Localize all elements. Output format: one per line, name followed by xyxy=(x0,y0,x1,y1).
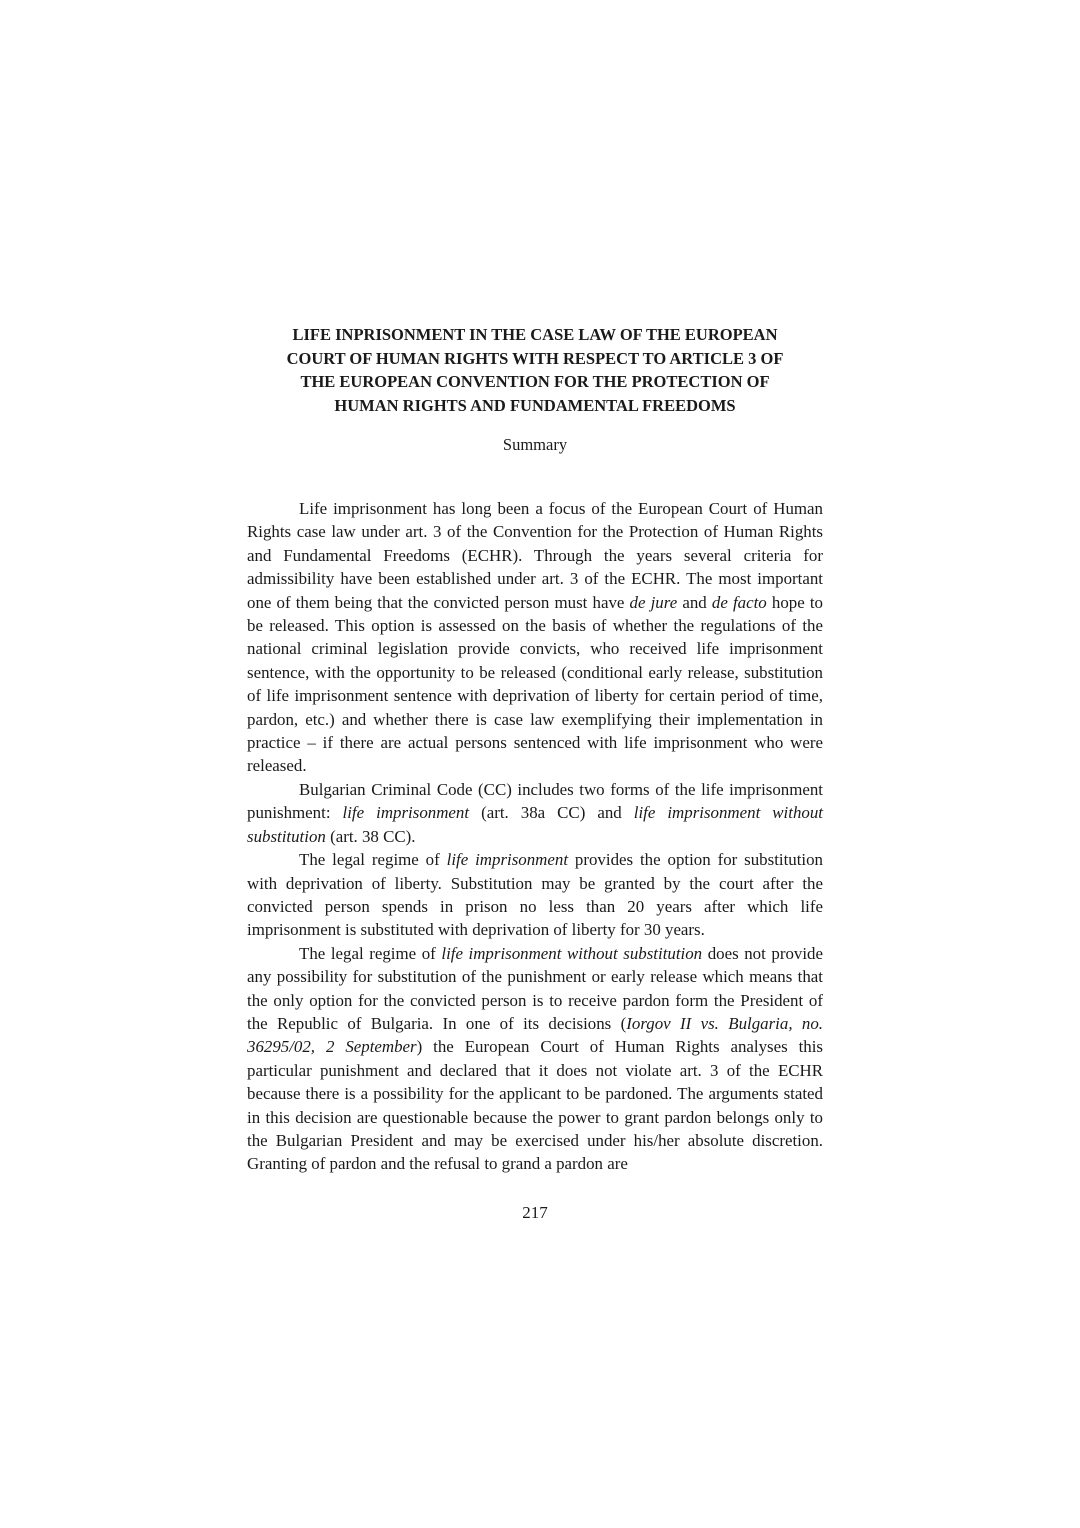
paragraph xyxy=(247,942,823,1176)
title-line: THE EUROPEAN CONVENTION FOR THE PROTECTION OF xyxy=(300,372,770,391)
text-run-italic: de jure xyxy=(629,592,678,612)
text-run: (art. 38a CC) and xyxy=(469,803,634,823)
text-run: The legal regime of xyxy=(299,943,442,963)
text-run: and xyxy=(677,592,712,612)
paragraph xyxy=(247,778,823,848)
text-run-italic: life imprisonment xyxy=(446,850,569,870)
page-number: 217 xyxy=(522,1203,548,1222)
text-run: hope to be released. This option is assessed on the basis of whether the regulations of the national criminal legislation provide convicts, who received life imprisonment sentence, with the opportunity to be released (conditional early release, substitution of life imprisonment sentence with deprivation of liberty for certain period of time, pardon, etc.) and whether there is case law exemplifying their implementation in practice – if there are actual persons sentenced with life imprisonment who were released. xyxy=(247,592,823,776)
title-line: HUMAN RIGHTS AND FUNDAMENTAL FREEDOMS xyxy=(334,395,736,415)
title-line: COURT OF HUMAN RIGHTS WITH RESPECT TO ARTICLE 3 OF xyxy=(286,348,784,368)
text-run: (art. 38 CC). xyxy=(325,826,416,846)
text-run-italic: life imprisonment without substitution xyxy=(441,943,703,963)
text-run: does not provide any possibility for substitution of the punishment or early release which means that the only option for the convicted person is to receive pardon form the President of the Republic of Bulgaria. In one of its decisions ( xyxy=(247,943,823,1033)
text-run: The legal regime of xyxy=(299,850,447,870)
text-run: Bulgarian Criminal Code (CC) includes two forms of the life imprisonment punishment: xyxy=(247,779,823,823)
document-title xyxy=(247,323,823,417)
text-run: ) the European Court of Human Rights analyses this particular punishment and declared that it does not violate art. 3 of the ECHR because there is a possibility for the applicant to be pardoned. The arguments stated in this decision are questionable because the power to grant pardon belongs only to the Bulgarian President and may be exercised under his/her absolute discretion. Granting of pardon and the refusal to grand a pardon are xyxy=(247,1037,824,1174)
text-run-italic: de facto xyxy=(711,592,767,612)
text-run-italic: life imprisonment xyxy=(342,803,470,823)
summary-body xyxy=(247,497,823,1176)
title-line: LIFE INPRISONMENT IN THE CASE LAW OF THE EUROPEAN xyxy=(292,325,778,344)
text-run: provides the option for substitution with deprivation of liberty. Substitution may be granted by the court after the convicted person spends in prison no less than 20 years after which life imprisonment is substituted with deprivation of liberty for 30 years. xyxy=(247,850,823,940)
paragraph xyxy=(247,848,823,942)
summary-heading: Summary xyxy=(502,435,568,454)
text-run-italic: life imprisonment without substitution xyxy=(247,803,823,846)
text-run: Life imprisonment has long been a focus of the European Court of Human Rights case law under art. 3 of the Convention for the Protection of Human Rights and Fundamental Freedoms (ECHR). Through the years several criteria for admissibility have been established under art. 3 of the ECHR. The most important one of them being that the convicted person must have xyxy=(247,499,823,612)
text-run-italic: Iorgov II vs. Bulgaria, no. 36295/02, 2 September xyxy=(247,1013,824,1057)
paragraph xyxy=(247,497,823,778)
